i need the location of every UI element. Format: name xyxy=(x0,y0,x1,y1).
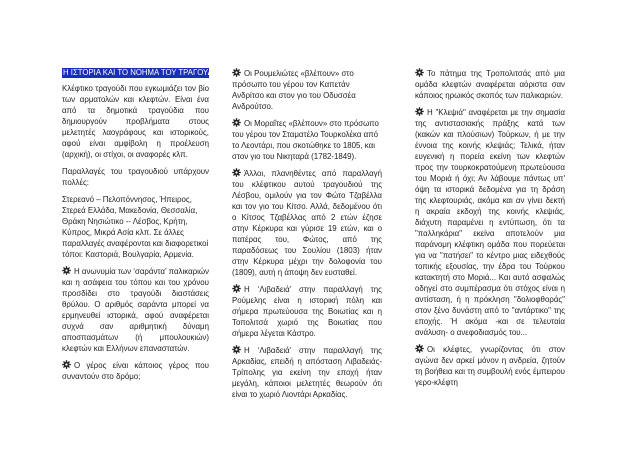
paragraph-text: Οι κλέφτες, γνωρίζοντας ότι στον αγώνα δεν αρκεί μόνον η ανδρεία, ζητούν τη βοήθεια και τη συμβουλή ενός έμπειρου γερο-κλέφτη xyxy=(415,345,565,387)
gear-icon xyxy=(232,68,241,77)
bullet-paragraph xyxy=(232,345,382,400)
paragraph-text: Ο γέρος είναι κάποιος γέρος που συναντούν στο δρόμο; xyxy=(62,361,209,381)
bullet-paragraph xyxy=(232,284,382,339)
paragraph-text: Η ‘Λιβαδειά’ στην παραλλαγή της Αρκαδίας, επειδή η απόσταση Λιβαδειάς-Τρίπολης για εκείνη την εποχή ήταν μεγάλη, κάποιοι μελετητές θεωρούν ότι είναι το χωριό Λιοντάρι Αρκαδίας. xyxy=(232,346,382,399)
bullet-paragraph xyxy=(415,107,565,338)
bullet-paragraph xyxy=(415,344,565,388)
gear-icon xyxy=(62,266,71,275)
paragraph-text: Η ‘Λιβαδειά’ στην παραλλαγή της Ρούμελης είναι η ιστορική πόλη και σήμερα πρωτεύουσα της Βοιωτίας και η Τοπολιτσά χωριό της Βοιωτίας που σήμερα λέγεται Κάστρο. xyxy=(232,285,382,338)
paragraph-text: Η "Κλεψιά" αναφέρεται με την σημασία της αντιστασιακής πράξης κατά των (κακών και πλούσιων) Τούρκων, ή με την έννοια της κοινής κλεψιάς; Τελικά, ήταν ευγενική η πορεία εκείνη των κλεφτών προς την τουρκοκρατούμενη πρωτεύουσα του Μοριά ή όχι; Αν λάβουμε πάντως υπ' όψη τα ιστορικά δεδομένα για τη δράση της κλεφτουριάς, ακόμα και αν γίνει δεκτή η ακραία εκδοχή της κοινής κλεψιάς, διάχυτη παραμένει η εντύπωση, ότι τα "παλληκάρια" εκείνα αποτελούν μια παράνομη κλέφτικη ομάδα που πορεύεται για να "πατήσει" το κέντρο μιας ειδεχθούς τοπικής εξουσίας, την έδρα του Τούρκου κατακτητή στο Μοριά... Και αυτό ασφαλώς οδηγεί στο συμπέρασμα ότι στόχος είναι η αντίσταση, ή η πρόκληση "δολιοφθοράς" στον ξένο δυνάστη από το "αντάρτικο" της εποχής. Ή ακόμα -και σε τελευταία ανάλυση- ο ανεφοδιασμός του... xyxy=(415,108,565,337)
paragraph-text: Οι Ρουμελιώτες «βλέπουν» στο πρόσωπο του γέρου τον Καπετάν Ανδρίτσο και στον γιο του Οδυσσέα Ανδρούτσο. xyxy=(232,69,356,111)
bullet-paragraph xyxy=(415,68,565,101)
bullet-paragraph xyxy=(232,168,382,278)
paragraph-text: Άλλοι, πλανηθέντες από παραλλαγή του κλέφτικου αυτού τραγουδιού της Λέσβου, ομιλούν για τον Φώτο Τζαβέλλα και τον γιο του Κίτσο. Αλλά, δεδομένου ότι ο Κίτσος Τζαβέλλας από 2 ετών έζησε στην Κέρκυρα και γύρισε 19 ετών, και ο πατέρας του, Φώτος, από της παραδόσεως του Σουλίου (1803) ήταν στην Κέρκυρα μέχρι την δολοφονία του (1809), αυτή η άποψη δεν ευσταθεί. xyxy=(232,169,382,277)
gear-icon xyxy=(232,118,241,127)
paragraph-text: Οι Μοραΐτες «βλέπουν» στο πρόσωπο του γέρου τον Σταματέλο Τουρκολέκα από το Λεοντάρι, που σκοτώθηκε το 1805, και στον γιο του Νικηταρά (1782-1849). xyxy=(232,119,379,161)
gear-icon xyxy=(62,360,71,369)
paragraph-text: Το πάτημα της Τροπολιτσάς από μια ομάδα κλεφτών αναφέρεται αόριστα σαν κάποιος ηρωικός σκοπός των παλικαριών. xyxy=(415,69,565,100)
gear-icon xyxy=(232,284,241,293)
gear-icon xyxy=(415,68,424,77)
gear-icon xyxy=(232,168,241,177)
bullet-paragraph xyxy=(232,118,382,162)
paragraph: Στερεανό – Πελοπόννησος, Ήπειρος, Στερεά Ελλάδα, Μακεδονία, Θεσσαλία, Θράκη Νησιώτικο -- Λέσβος, Κρήτη, Κύπρος, Μικρά Ασία κλπ. Σε άλλες παραλλαγές αναφέρονται και διαφορετικοί τόποι: Καστοριά, Βουλγαρία, Αρμενία. xyxy=(62,195,209,259)
paragraph: Παραλλαγές του τραγουδιού υπάρχουν πολλές: xyxy=(62,167,209,187)
section-heading: Η ΙΣΤΟΡΙΑ ΚΑΙ ΤΟ ΝΟΗΜΑ ΤΟΥ ΤΡΑΓΟΥΔΙΟΥ xyxy=(63,68,227,77)
column-2 xyxy=(232,68,382,406)
column-1 xyxy=(62,68,227,388)
paragraph-text: Η ανωνυμία των ‘σαράντα’ παλικαριών και η ασάφεια του τόπου και του χρόνου προσδίδει στο τραγούδι διαστάσεις θρύλου. Ο αριθμός σαράντα μπορεί να ερμηνευθεί ιστορικά, αφού αναφέρεται συχνά σαν αριθμητική δύναμη αποσπασμάτων (ή μπουλουκιών) κλεφτών και Ελλήνων επαναστατών. xyxy=(62,267,209,353)
column-3 xyxy=(415,68,565,394)
bullet-paragraph xyxy=(62,266,209,354)
gear-icon xyxy=(415,344,424,353)
gear-icon xyxy=(415,107,424,116)
gear-icon xyxy=(232,345,241,354)
bullet-paragraph xyxy=(232,68,382,112)
paragraph: Κλέφτικο τραγούδι που εγκωμιάζει τον βίο των αρματολών και κλεφτών. Είναι ένα από τα δημοτικά τραγούδια που δημιουργούν προβλήματα στους μελετητές λαογράφους και ιστορικούς, αφού είναι αμφίβολη η προέλευση (αρχική), οι στίχοι, οι αναφορές κλπ. xyxy=(62,84,209,159)
bullet-paragraph xyxy=(62,360,209,382)
